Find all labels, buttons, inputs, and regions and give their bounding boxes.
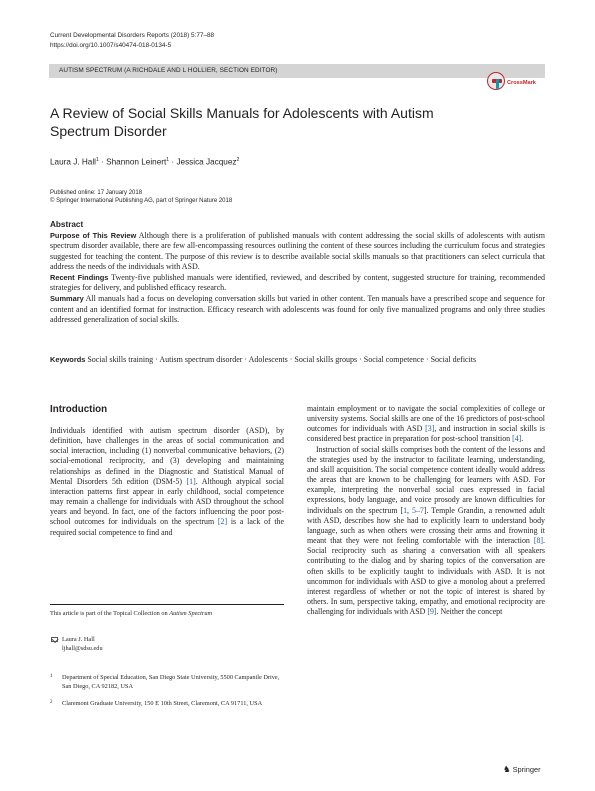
citation-link[interactable]: [9] xyxy=(427,607,437,617)
section-heading-introduction: Introduction xyxy=(50,404,108,415)
keywords-label: Keywords xyxy=(50,355,86,364)
citation-link[interactable]: [2] xyxy=(217,517,228,527)
crossmark-badge[interactable] xyxy=(487,70,547,96)
author-separator: · xyxy=(101,157,104,167)
keywords-text: Social skills training · Autism spectrum disorder · Adolescents · Social skills groups · Social competence · Social deficits xyxy=(85,355,477,364)
body-column-right xyxy=(307,404,545,617)
published-date: Published online: 17 January 2018 xyxy=(50,190,143,196)
summary-label: Summary xyxy=(50,294,84,304)
corresponding-author xyxy=(62,635,103,653)
crossmark-icon xyxy=(487,72,505,90)
affiliation-number: 1 xyxy=(50,674,53,679)
abstract-summary xyxy=(50,294,545,325)
citation-link[interactable]: [3] xyxy=(425,424,435,434)
journal-header xyxy=(50,31,214,50)
citation-link[interactable]: [1] xyxy=(186,476,196,486)
findings-text: Twenty-five published manuals were identified, reviewed, and described by content, suggested structure for training, recommended strategies for delivery, and published efficacy research. xyxy=(50,273,545,293)
author-list xyxy=(50,157,239,167)
abstract-heading: Abstract xyxy=(50,220,84,229)
springer-horse-icon: ♞ xyxy=(503,764,511,774)
abstract xyxy=(50,220,545,326)
envelope-icon xyxy=(51,637,58,642)
affiliation-text: Claremont Graduate University, 150 E 10th Street, Claremont, CA 91711, USA xyxy=(62,700,263,707)
abstract-purpose xyxy=(50,231,545,272)
purpose-label: Purpose of This Review xyxy=(50,231,137,241)
citation-link[interactable]: 5–7 xyxy=(412,505,424,515)
intro-paragraph-2: Instruction of social skills comprises both the content of the lessons and the strategies used by the instructor to facilitate learning, understanding, and skill acquisition. The social competence content ideally would address the areas that are known to be challenging for learners with ASD. For example, interpreting the nonverbal social cues expressed in facial expressions, body language, and voice prosody are known difficulties for individuals on the spectrum [1, 5–7]. Temple Grandin, a renowned adult with ASD, describes how she had to explicitly learn to understand body language, such as when others were crossing their arms and frowning it meant that they were not feeling comfortable with the interaction [8]. Social reciprocity such as sharing a conversation with all speakers contributing to the dialog and by sharing topics of the conversation are often skills to be explicitly taught to individuals with ASD. It is not uncommon for individuals with ASD to give a monolog about a preferred interest regardless of whether or not the topic of interest is shared by others. In sum, perspective taking, empathy, and emotional reciprocity are challenging for individuals with ASD [9]. Neither the concept xyxy=(307,444,546,617)
citation-link[interactable]: [4] xyxy=(512,434,522,444)
intro-paragraph-1: Individuals identified with autism spectrum disorder (ASD), by definition, have challenges in the areas of social communication and social interaction, including (1) nonverbal communicative behaviors, (2) social-emotional reciprocity, and (3) developing and maintaining relationships as defined in the Diagnostic and Statistical Manual of Mental Disorders 5th edition (DSM-5) [1]. Although atypical social interaction patterns first appear in early childhood, social competence may remain a challenge for individuals with ASD throughout the school years and beyond. In fact, one of the factors influencing the poor post-school outcomes for individuals on the spectrum [2] is a lack of the required social competence to find and xyxy=(50,426,285,537)
doi-link[interactable]: https://doi.org/10.1007/s40474-018-0134-5 xyxy=(50,41,172,49)
intro-paragraph-1-cont: maintain employment or to navigate the social complexities of college or university systems. Social skills are one of the 16 predictors of post-school outcomes for individuals with ASD [3], and instruction in social skills is considered best practice in preparation for post-school transition [4]. xyxy=(307,404,545,444)
author-name[interactable]: Jessica Jacquez xyxy=(176,157,237,167)
journal-citation: Current Developmental Disorders Reports (2018) 5:77–88 xyxy=(50,32,215,39)
copyright-line: © Springer International Publishing AG, part of Springer Nature 2018 xyxy=(50,198,233,204)
author-separator: · xyxy=(171,157,175,167)
author-name[interactable]: Shannon Leinert xyxy=(106,157,167,167)
corresponding-author-name: Laura J. Hall xyxy=(62,636,95,643)
author-affil: 1 xyxy=(95,157,99,163)
citation-link[interactable]: [8] xyxy=(533,536,544,546)
publisher-logo xyxy=(503,764,541,775)
purpose-text: Although there is a proliferation of published manuals with content addressing the social skills of adolescents with autism spectrum disorder available, there are few all-encompassing resources outlining the content of these sources including the curriculum focus and strategies suggested for teaching the content. The purpose of this review is to describe available social skills manuals so that practitioners can select curricula that address the needs of the individuals with ASD. xyxy=(50,231,545,271)
findings-label: Recent Findings xyxy=(50,273,109,283)
author-affil: 2 xyxy=(236,157,240,163)
publication-info xyxy=(50,189,232,205)
topical-collection-name: Autism Spectrum xyxy=(169,610,213,617)
author-affil: 1 xyxy=(166,157,170,163)
article-title: A Review of Social Skills Manuals for Adolescents with Autism Spectrum Disorder xyxy=(50,105,434,139)
summary-text: All manuals had a focus on developing conversation skills but varied in other content. Ten manuals have a prescribed scope and sequence for content and an identified format for instruction. Efficacy research with adolescents was found for only five manualized programs and only three studies addressed generalization of social skills. xyxy=(50,294,545,324)
citation-link[interactable]: 1 xyxy=(403,505,408,515)
affiliation-text: Department of Special Education, San Diego State University, 5500 Campanile Drive, San Diego, CA 92182, USA xyxy=(62,674,280,690)
publisher-name: Springer xyxy=(512,765,541,774)
section-label: AUTISM SPECTRUM (A RICHDALE AND L HOLLIER, SECTION EDITOR) xyxy=(49,64,545,78)
keywords xyxy=(50,355,545,366)
body-column-left xyxy=(50,404,284,538)
abstract-findings xyxy=(50,273,545,293)
crossmark-label: CrossMark xyxy=(507,80,536,86)
affiliation-number: 2 xyxy=(50,700,53,705)
author-name[interactable]: Laura J. Hall xyxy=(50,157,96,167)
corresponding-author-email[interactable]: ljhall@sdsu.edu xyxy=(62,645,103,652)
topical-collection-note: This article is part of the Topical Collection on Autism Spectrum xyxy=(50,610,213,617)
footnote-rule xyxy=(50,604,284,605)
